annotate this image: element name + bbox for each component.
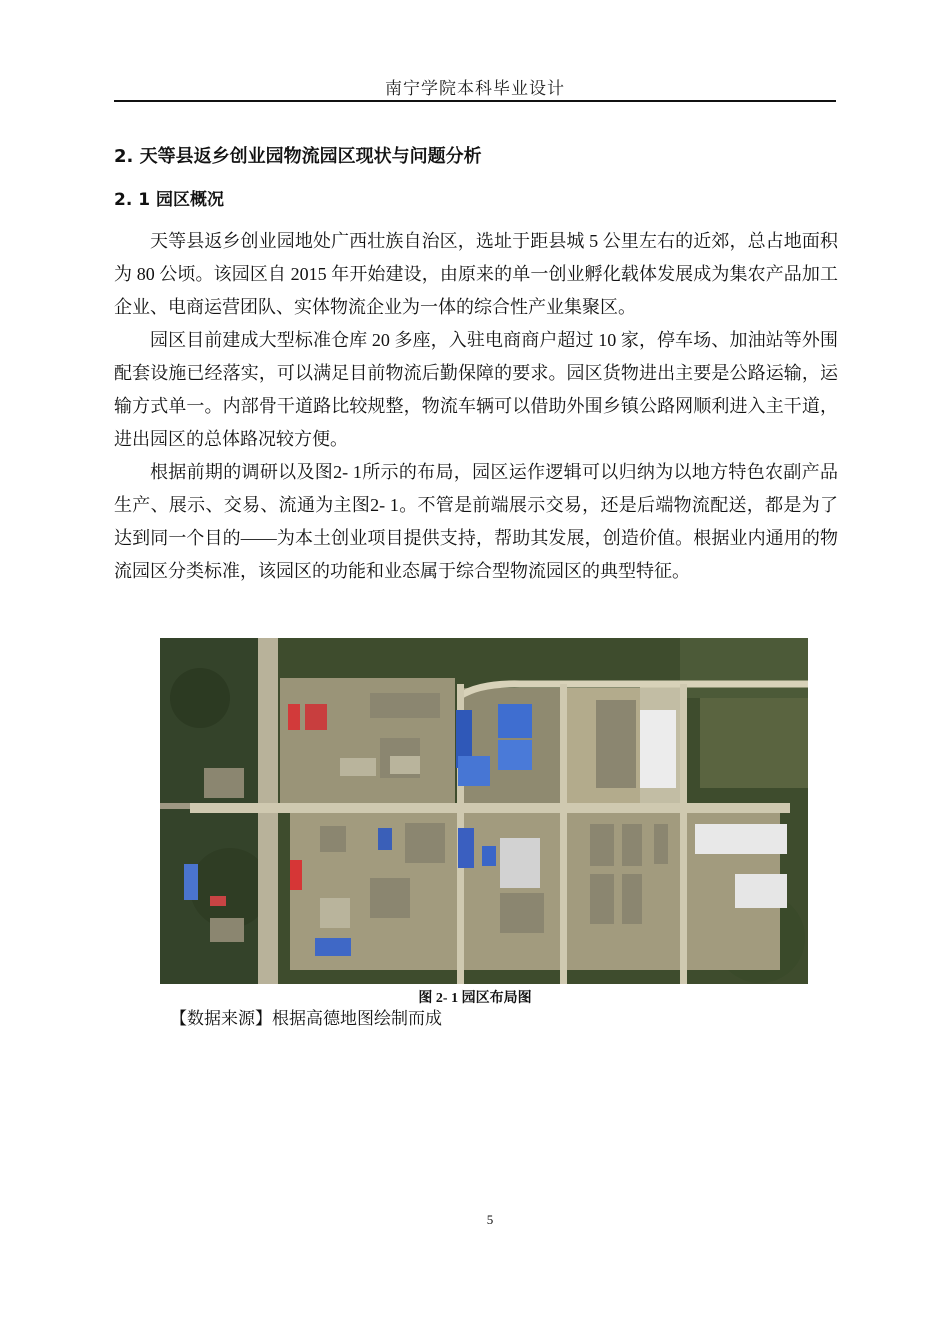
figure-caption: 图 2- 1 园区布局图	[418, 991, 532, 1006]
paragraph-1: 天等县返乡创业园地处广西壮族自治区，选址于距县城 5 公里左右的近郊，总占地面积为 80 公顷。该园区自 2015 年开始建设，由原来的单一创业孵化载体发展成为集农产品加工企业、电商运营团队、实体物流企业为一体的综合性产业集聚区。	[114, 231, 838, 317]
subsection-heading: 2. 1 园区概况	[114, 190, 224, 210]
park-layout-satellite-image	[160, 638, 808, 984]
header-rule	[114, 100, 836, 102]
paragraph-2: 园区目前建成大型标准仓库 20 多座，入驻电商商户超过 10 家，停车场、加油站等外围配套设施已经落实，可以满足目前物流后勤保障的要求。园区货物进出主要是公路运输，运输方式单一。内部骨干道路比较规整，物流车辆可以借助外围乡镇公路网顺利进入主干道，进出园区的总体路况较方便。	[114, 330, 838, 449]
figure-source-note: 【数据来源】根据高德地图绘制而成	[170, 1009, 442, 1028]
page-number: 5	[486, 1212, 494, 1227]
body-text	[114, 225, 838, 588]
running-header: 南宁学院本科毕业设计	[385, 79, 565, 98]
section-heading: 2. 天等县返乡创业园物流园区现状与问题分析	[114, 146, 482, 167]
paragraph-3: 根据前期的调研以及图2- 1所示的布局，园区运作逻辑可以归纳为以地方特色农副产品生产、展示、交易、流通为主图2- 1。不管是前端展示交易，还是后端物流配送，都是为了达到同一个目的——为本土创业项目提供支持，帮助其发展，创造价值。根据业内通用的物流园区分类标准，该园区的功能和业态属于综合型物流园区的典型特征。	[114, 462, 838, 581]
